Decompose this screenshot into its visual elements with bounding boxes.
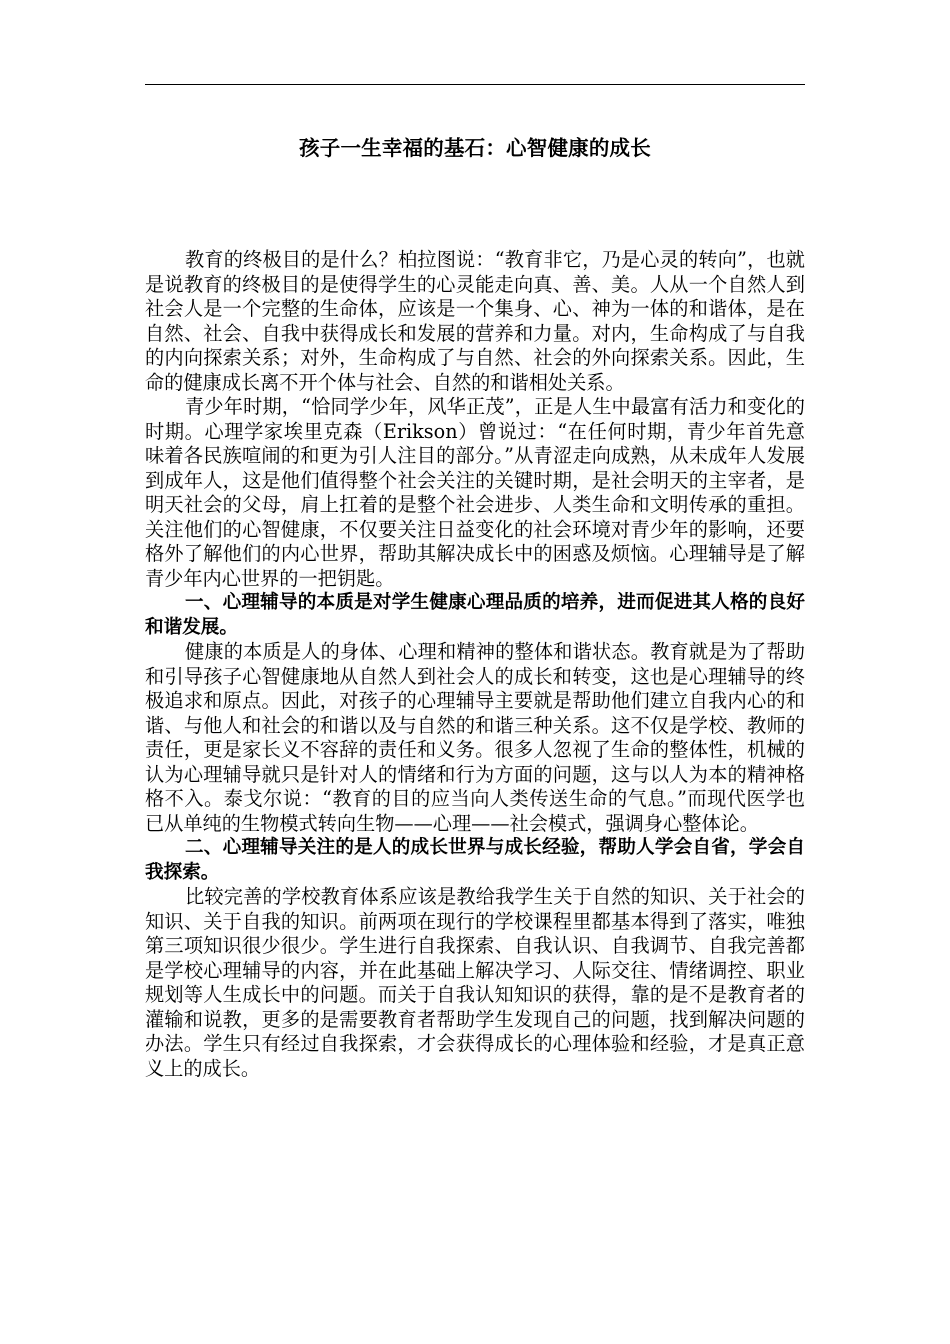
section-heading-1: 一、心理辅导的本质是对学生健康心理品质的培养，进而促进其人格的良好和谐发展。 bbox=[145, 592, 805, 638]
paragraph-intro: 教育的终极目的是什么？柏拉图说：“教育非它，乃是心灵的转向”，也就是说教育的终极目的是使得学生的心灵能走向真、善、美。人从一个自然人到社会人是一个完整的生命体，应该是一个集身、心、神为一体的和谐体，是在自然、社会、自我中获得成长和发展的营养和力量。对内，生命构成了与自我的内向探索关系；对外，生命构成了与自然、社会的外向探索关系。因此，生命的健康成长离不开个体与社会、自然的和谐相处关系。 bbox=[145, 248, 805, 394]
document-body bbox=[145, 248, 805, 1081]
document-title: 孩子一生幸福的基石：心智健康的成长 bbox=[299, 136, 651, 160]
header-rule bbox=[145, 84, 805, 85]
paragraph-self-exploration: 比较完善的学校教育体系应该是教给我学生关于自然的知识、关于社会的知识、关于自我的知识。前两项在现行的学校课程里都基本得到了落实，唯独第三项知识很少很少。学生进行自我探索、自我认识、自我调节、自我完善都是学校心理辅导的内容，并在此基础上解决学习、人际交往、情绪调控、职业规划等人生成长中的问题。而关于自我认知知识的获得，靠的是不是教育者的灌输和说教，更多的是需要教育者帮助学生发现自己的问题，找到解决问题的办法。学生只有经过自我探索，才会获得成长的心理体验和经验，才是真正意义上的成长。 bbox=[145, 885, 805, 1080]
section-heading-2: 二、心理辅导关注的是人的成长世界与成长经验，帮助人学会自省，学会自我探索。 bbox=[145, 837, 805, 883]
paragraph-adolescence: 青少年时期，“恰同学少年，风华正茂”，正是人生中最富有活力和变化的时期。心理学家埃里克森（Erikson）曾说过：“在任何时期，青少年首先意味着各民族喧闹的和更为引人注目的部分。”从青涩走向成熟，从未成年人发展到成年人，这是他们值得整个社会关注的关键时期，是社会明天的主宰者，是明天社会的父母，肩上扛着的是整个社会进步、人类生命和文明传承的重担。关注他们的心智健康，不仅要关注日益变化的社会环境对青少年的影响，还要格外了解他们的内心世界，帮助其解决成长中的困惑及烦恼。心理辅导是了解青少年内心世界的一把钥匙。 bbox=[145, 395, 805, 590]
paragraph-health-essence: 健康的本质是人的身体、心理和精神的整体和谐状态。教育就是为了帮助和引导孩子心智健康地从自然人到社会人的成长和转变，这也是心理辅导的终极追求和原点。因此，对孩子的心理辅导主要就是帮助他们建立自我内心的和谐、与他人和社会的和谐以及与自然的和谐三种关系。这不仅是学校、教师的责任，更是家长义不容辞的责任和义务。很多人忽视了生命的整体性，机械的认为心理辅导就只是针对人的情绪和行为方面的问题，这与以人为本的精神格格不入。泰戈尔说：“教育的目的应当向人类传送生命的气息。”而现代医学也已从单纯的生物模式转向生物——心理——社会模式，强调身心整体论。 bbox=[145, 640, 805, 835]
